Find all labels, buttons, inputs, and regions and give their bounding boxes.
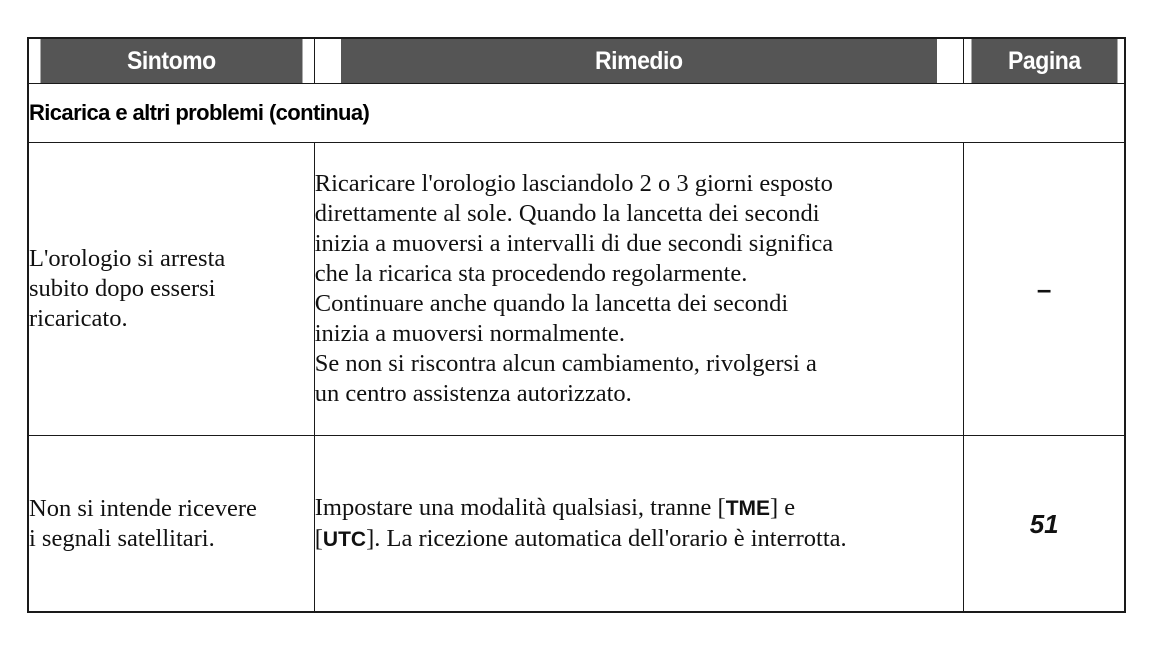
remedy-text: ] e — [770, 493, 796, 521]
remedy-cell — [314, 436, 964, 613]
remedy-line: Ricaricare l'orologio lasciandolo 2 o 3 giorni esposto — [314, 170, 833, 197]
mode-key-utc: UTC — [322, 527, 367, 551]
table-row — [28, 436, 1125, 613]
section-title: Ricarica e altri problemi (continua) — [28, 84, 1125, 143]
symptom-line: subito dopo essersi — [29, 275, 216, 302]
page-cell: 51 — [964, 436, 1125, 613]
remedy-line: direttamente al sole. Quando la lancetta dei secondi — [314, 200, 820, 227]
symptom-line: i segnali satellitari. — [29, 524, 215, 552]
remedy-line: Se non si riscontra alcun cambiamento, rivolgersi a — [314, 350, 817, 377]
page-cell: – — [964, 143, 1125, 436]
symptom-line: L'orologio si arresta — [29, 245, 226, 272]
remedy-line: Continuare anche quando la lancetta dei secondi — [314, 290, 789, 317]
troubleshooting-table — [27, 37, 1126, 613]
symptom-cell — [28, 143, 314, 436]
remedy-line: un centro assistenza autorizzato. — [314, 380, 632, 407]
remedy-line: inizia a muoversi normalmente. — [314, 320, 625, 347]
remedy-line — [315, 493, 964, 524]
header-row — [28, 38, 1125, 84]
table-row — [28, 143, 1125, 436]
header-page: Pagina — [970, 38, 1118, 84]
remedy-text: ]. La ricezione automatica dell'orario è interrotta. — [366, 524, 847, 552]
section-row — [28, 84, 1125, 143]
remedy-text: [ — [314, 524, 323, 552]
remedy-text: Impostare una modalità qualsiasi, tranne [ — [314, 493, 726, 521]
symptom-line: Non si intende ricevere — [29, 494, 257, 522]
remedy-line: che la ricarica sta procedendo regolarmente. — [314, 260, 748, 287]
symptom-line: ricaricato. — [29, 305, 128, 332]
remedy-cell — [314, 143, 964, 436]
symptom-cell — [28, 436, 314, 613]
remedy-line: inizia a muoversi a intervalli di due secondi significa — [314, 230, 834, 257]
header-symptom: Sintomo — [39, 38, 302, 84]
mode-key-tme: TME — [725, 496, 771, 520]
header-remedy: Rimedio — [340, 38, 938, 84]
remedy-line — [315, 524, 964, 555]
